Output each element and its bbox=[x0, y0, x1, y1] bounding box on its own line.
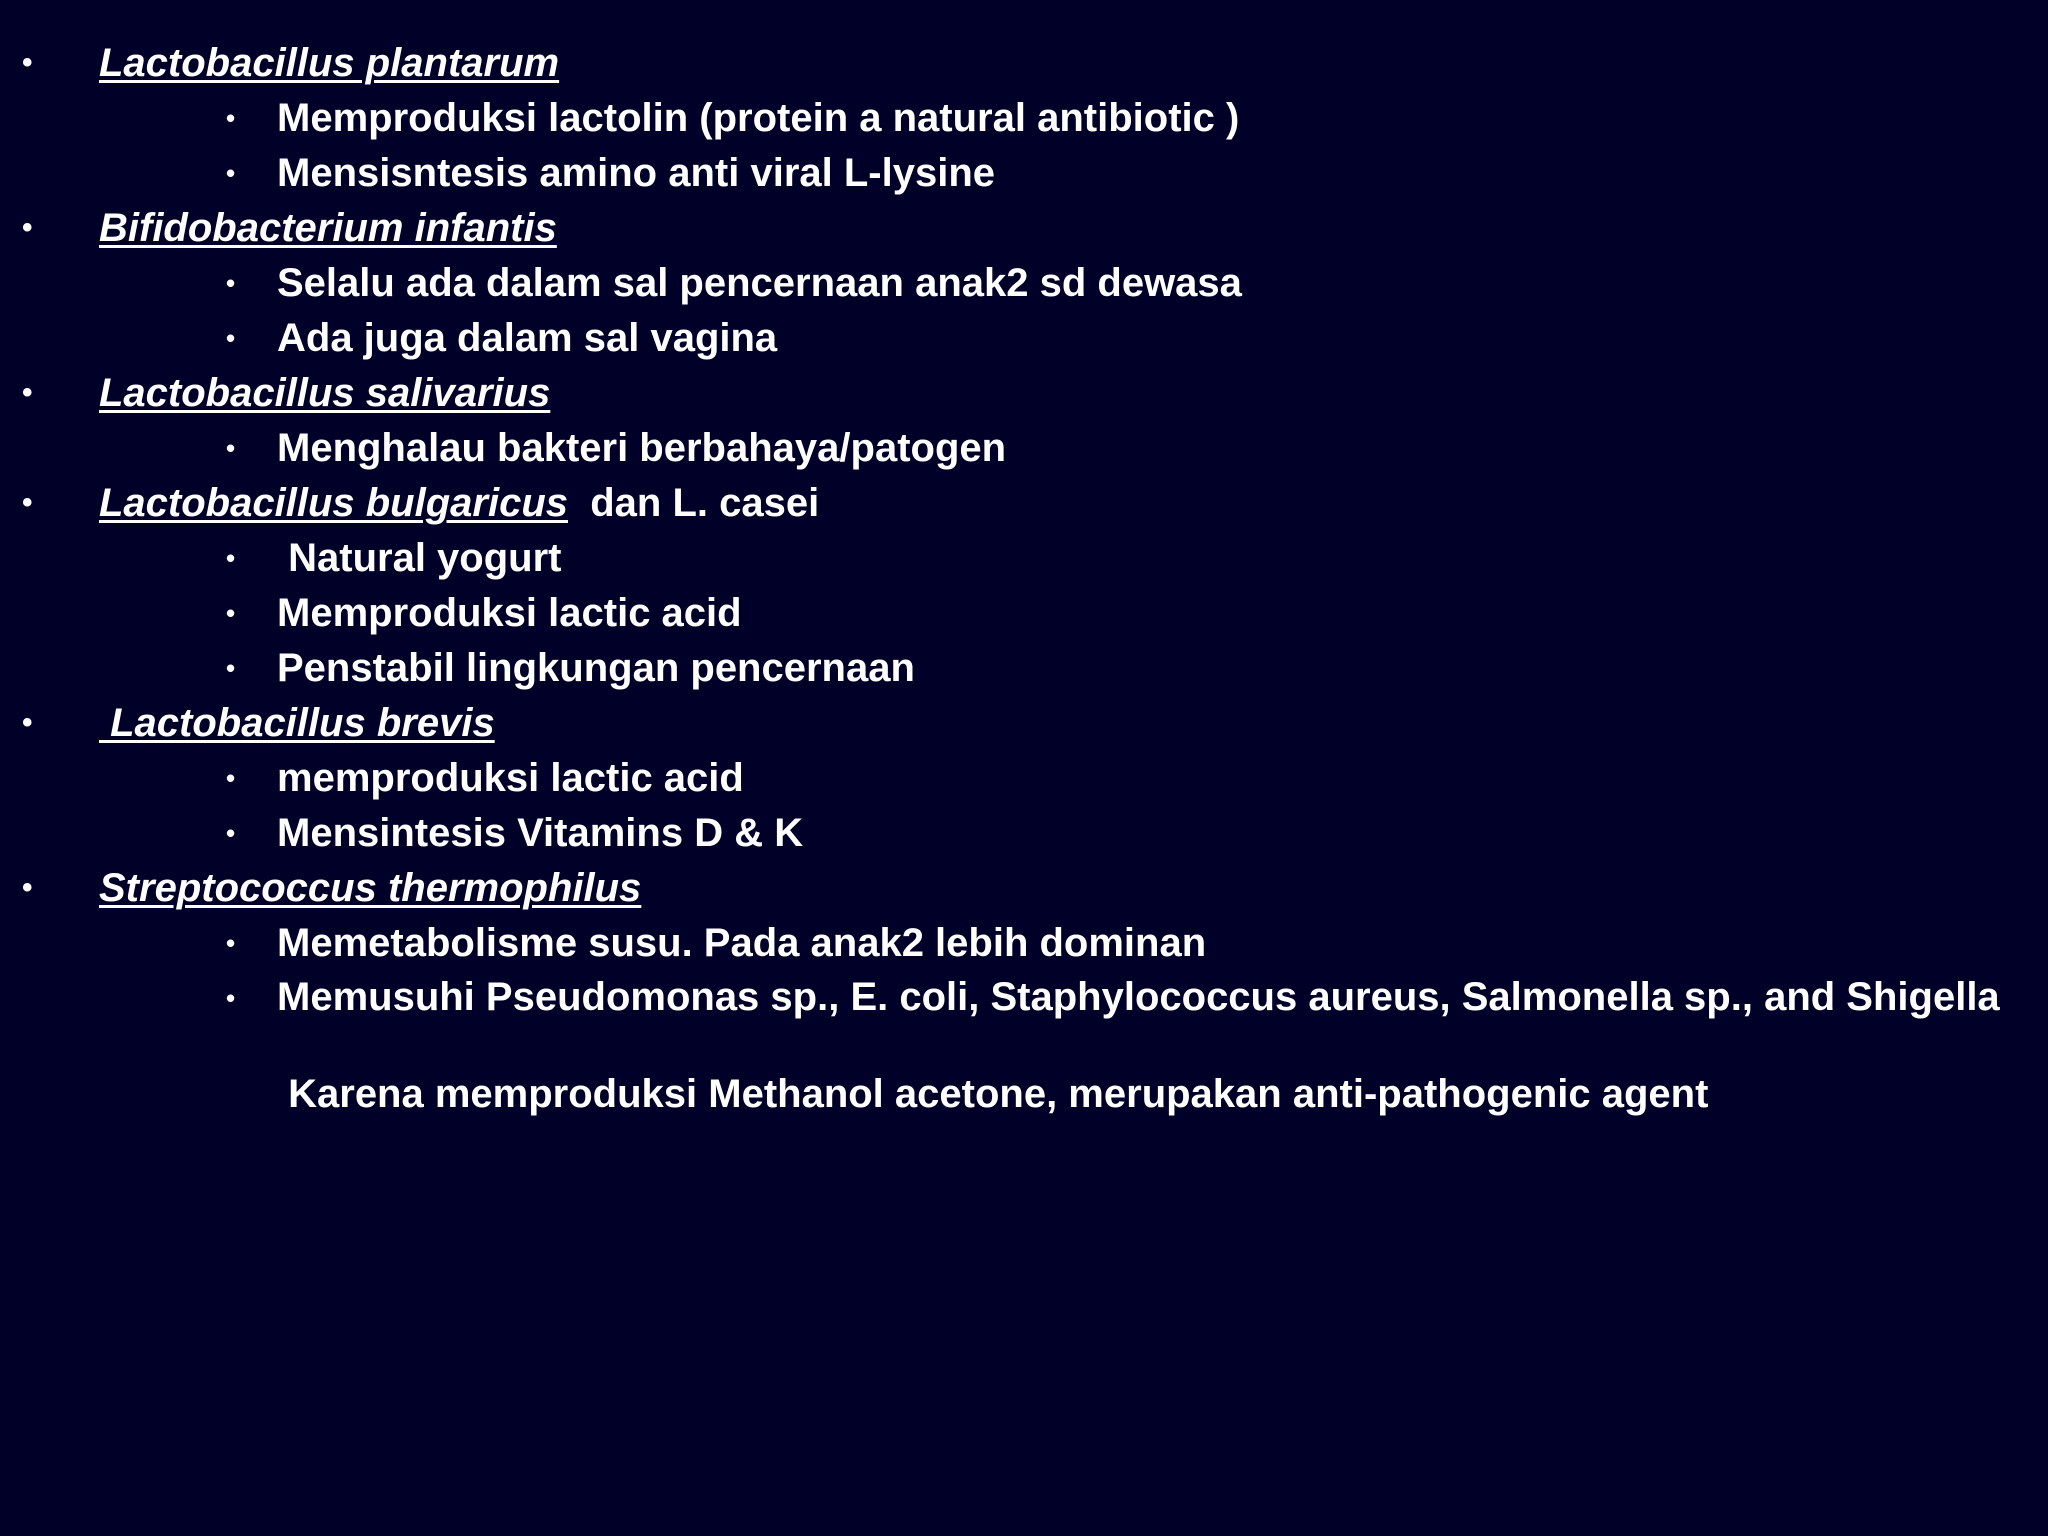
sub-item-text: Selalu ada dalam sal pencernaan anak2 sd dewasa bbox=[277, 261, 1242, 305]
bullet-icon: • bbox=[22, 46, 33, 79]
species-suffix: dan L. casei bbox=[568, 481, 820, 525]
bullet-icon: • bbox=[226, 158, 236, 188]
bullet-icon: • bbox=[226, 433, 236, 463]
sub-item-text: memproduksi lactic acid bbox=[277, 756, 744, 800]
bullet-icon: • bbox=[226, 653, 236, 683]
sub-item-text: Natural yogurt bbox=[277, 536, 562, 580]
sub-item-text: Memproduksi lactolin (protein a natural antibiotic ) bbox=[277, 96, 1240, 140]
bullet-icon: • bbox=[22, 706, 33, 739]
species-name: Lactobacillus brevis bbox=[99, 701, 495, 745]
bullet-icon: • bbox=[226, 818, 236, 848]
sub-item-text: Memusuhi Pseudomonas sp., E. coli, Staphylococcus aureus, Salmonella sp., and Shigella bbox=[277, 975, 2000, 1019]
sub-item-text: Ada juga dalam sal vagina bbox=[277, 316, 778, 360]
continuation-text: Karena memproduksi Methanol acetone, merupakan anti-pathogenic agent bbox=[277, 1072, 1709, 1116]
species-name: Streptococcus thermophilus bbox=[99, 866, 642, 910]
sub-item-text: Memproduksi lactic acid bbox=[277, 591, 742, 635]
bullet-icon: • bbox=[226, 323, 236, 353]
bullet-icon: • bbox=[22, 486, 33, 519]
sub-item-text: Mensisntesis amino anti viral L-lysine bbox=[277, 151, 996, 195]
sub-item-text: Penstabil lingkungan pencernaan bbox=[277, 646, 915, 690]
sub-item-text: Menghalau bakteri berbahaya/patogen bbox=[277, 426, 1007, 470]
bullet-icon: • bbox=[226, 983, 236, 1013]
sub-item-text: Memetabolisme susu. Pada anak2 lebih dominan bbox=[277, 921, 1207, 965]
species-name: Lactobacillus salivarius bbox=[99, 371, 551, 415]
bullet-icon: • bbox=[22, 871, 33, 904]
species-name: Bifidobacterium infantis bbox=[99, 206, 557, 250]
bullet-icon: • bbox=[226, 543, 236, 573]
species-name: Lactobacillus bulgaricus bbox=[99, 481, 569, 525]
sub-item-text: Mensintesis Vitamins D & K bbox=[277, 811, 804, 855]
bullet-icon: • bbox=[226, 103, 236, 133]
bullet-icon: • bbox=[226, 268, 236, 298]
bullet-icon: • bbox=[226, 598, 236, 628]
bullet-icon: • bbox=[226, 763, 236, 793]
species-name: Lactobacillus plantarum bbox=[99, 41, 560, 85]
bullet-icon: • bbox=[22, 211, 33, 244]
bullet-icon: • bbox=[226, 928, 236, 958]
bullet-icon: • bbox=[22, 376, 33, 409]
